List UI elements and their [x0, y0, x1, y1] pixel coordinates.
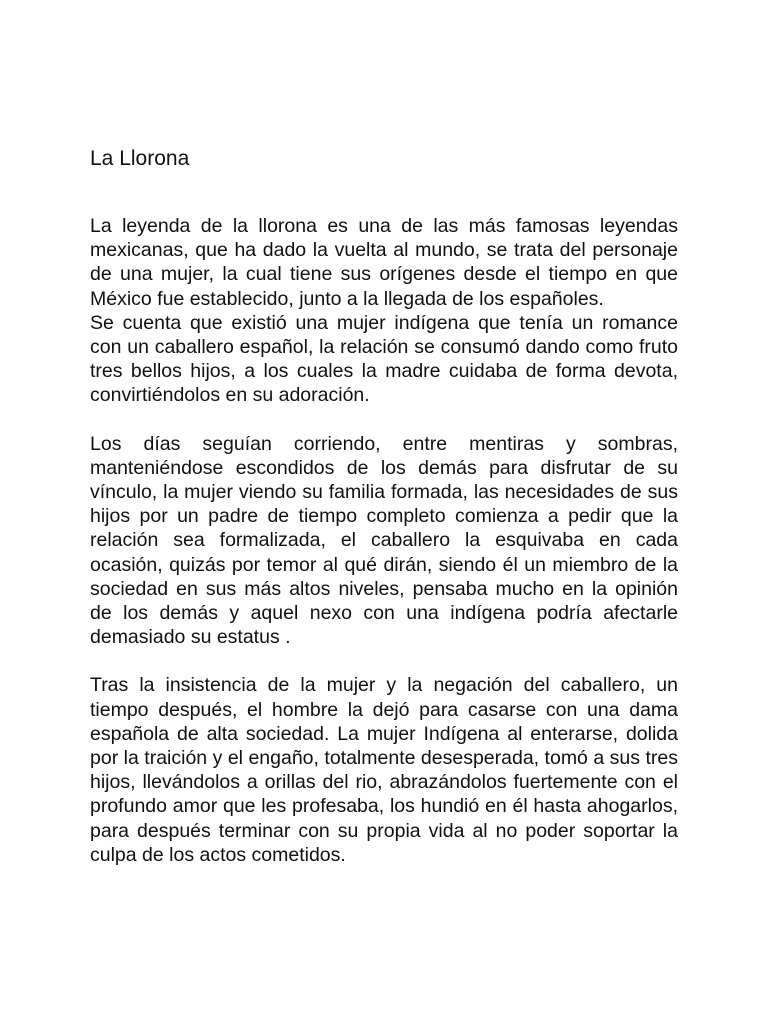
- document-title: La Llorona: [90, 147, 190, 170]
- paragraph-tragedy: Tras la insistencia de la mujer y la negación del caballero, un tiempo después, el hombre la dejó para casarse con una dama española de alta sociedad. La mujer Indígena al enterarse, dolida por la traición y el engaño, totalmente desesperada, tomó a sus tres hijos, llevándolos a orillas del rio, abrazándolos fuertemente con el profundo amor que les profesaba, los hundió en él hasta ahogarlos, para después terminar con su propia vida al no poder soportar la culpa de los actos cometidos.: [90, 674, 678, 866]
- paragraph-romance: Se cuenta que existió una mujer indígena que tenía un romance con un caballero español, la relación se consumó dando como fruto tres bellos hijos, a los cuales la madre cuidaba de forma devota, convirtiéndolos en su adoración.: [90, 311, 678, 407]
- paragraph-secret: Los días seguían corriendo, entre mentiras y sombras, manteniéndose escondidos de los demás para disfrutar de su vínculo, la mujer viendo su familia formada, las necesidades de sus hijos por un padre de tiempo completo comienza a pedir que la relación sea formalizada, el caballero la esquivaba en cada ocasión, quizás por temor al qué dirán, siendo él un miembro de la sociedad en sus más altos niveles, pensaba mucho en la opinión de los demás y aquel nexo con una indígena podría afectarle demasiado su estatus .: [90, 432, 678, 649]
- paragraph-spacer: [90, 408, 678, 432]
- paragraph-intro: La leyenda de la llorona es una de las más famosas leyendas mexicanas, que ha dado la vuelta al mundo, se trata del personaje de una mujer, la cual tiene sus orígenes desde el tiempo en que México fue establecido, junto a la llegada de los españoles.: [90, 215, 678, 310]
- document-page: [90, 144, 678, 867]
- paragraph-spacer: [90, 649, 678, 673]
